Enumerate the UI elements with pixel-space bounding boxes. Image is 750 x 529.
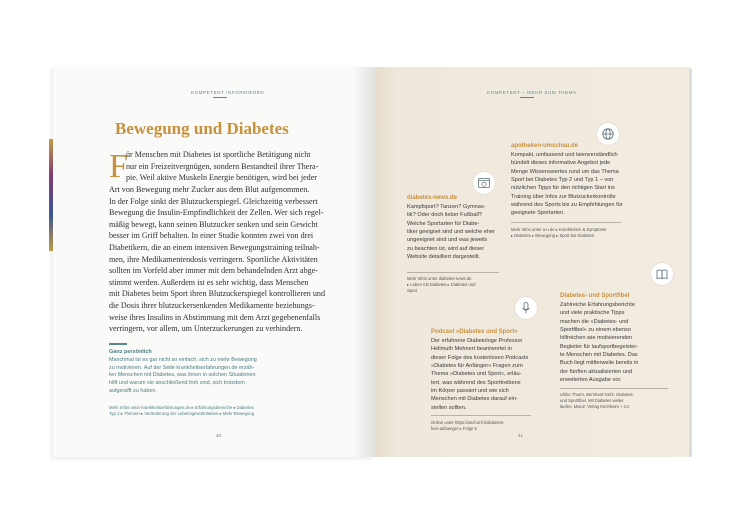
card-source-podcast: Online unter https://anchor.fm/diabetes- fuer-anfaenger ▸ Folge 5 (431, 420, 505, 432)
card-source-diabetes-news: Mehr Infos unter diabetes-news.de ▸ Leben mit Diabetes ▸ Diabetes und Sport (407, 276, 476, 294)
card-title-diabetes-news: diabetes-news.de (407, 195, 458, 201)
card-text-sportfibel: Zahlreiche Erfahrungsberichte und viele praktische Tipps machen die »Diabetes- und Sportfibel« zu einem ebenso hilfreichen wie motivierenden Begleiter für laufsportbegeister- te Menschen mit Diabetes. Das Buch liegt mittlerweile bereits in der fünften aktualisierten und erweiterten Ausgabe vor. (560, 302, 639, 384)
card-rule (431, 415, 531, 416)
book-spread (53, 67, 691, 457)
microphone-icon (515, 297, 537, 319)
card-rule (407, 272, 499, 273)
browser-icon (473, 172, 495, 194)
card-source-apotheken-umschau: Mehr Infos unter a-u.de ▸ Krankheiten & Symptome ▸ Diabetes ▸ Bewegung ▸ Sport bei Diabetes (511, 227, 607, 239)
running-head-left: KOMPETENT INFORMIEREN (191, 90, 265, 95)
card-text-apotheken-umschau: Kompakt, umfassend und laienverständlich bündelt dieses informative Angebot jede Menge Wissenswertes rund um das Thema Sport bei Diabetes Typ 2 und Typ 1 – von nützlichen Tipps für den richtigen Start ins Training über Infos zur Blutzuckerkontrolle während des Sports bis zu Empfehlungen für geeignete Sportarten. (511, 152, 623, 217)
page-edge (689, 69, 692, 457)
running-head-right: KOMPETENT – MEHR ZUM THEMA (487, 90, 577, 95)
info-box-rule (109, 343, 127, 345)
globe-icon (597, 123, 619, 145)
card-source-sportfibel: Ulrike Thurm, Bernhard Gehr: Diabetes- und Sportfibel. Mit Diabetes weiter laufen. Mainz: Verlag Kirchheim + Co (560, 392, 635, 410)
info-box-links: Mehr Infos unter krankheitserfahrungen.de ▸ Erfahrungsbereiche ▸ Diabetes Typ 2 ▸ Themen ▸ Veränderung der Lebensgewohnheiten ▸ Mehr Bewegung (109, 405, 255, 417)
info-box-text: Manchmal ist es gar nicht so einfach, sich zu mehr Bewegung zu motivieren. Auf der Seite krankheitserfahrungen.de erzäh- len Menschen mit Diabetes, was ihnen in solchen Situationen hilft und warum sie anschließend froh sind, sich trotzdem aufgerafft zu haben. (109, 357, 257, 394)
body-text-intro: ür Menschen mit Diabetes ist sportliche Betätigung nicht nur ein Freizeitvergnügen, sondern Bestandteil ihrer Thera- pie. Weil aktive Muskeln Energie benötigen, wird bei jeder (126, 150, 319, 183)
running-head-rule (520, 97, 534, 98)
card-title-podcast: Podcast »Diabetes und Sport« (431, 329, 518, 335)
running-head-rule (213, 97, 227, 98)
gutter-shadow (353, 67, 375, 457)
card-rule (560, 388, 668, 389)
card-title-sportfibel: Diabetes- und Sportfibel (560, 293, 630, 299)
card-rule (511, 222, 621, 223)
page-number-right: 41 (518, 433, 524, 438)
body-text: Art von Bewegung mehr Zucker aus dem Blut aufgenommen. In der Folge sinkt der Blutzuckerspiegel. Gleichzeitig verbessert Bewegung die Insulin-Empfindlichkeit der Zellen. Wer sich regel- mäßig bewegt, kann seinen Blutzucker senken und sein Gewicht besser im Griff behalten. In einer Studie konnten zwei von drei Diabetikern, die an einem intensiven Bewegungstraining teilnah- men, ihre Medikamentendosis verringern. Sportliche Aktivitäten sollten im Vorfeld aber immer mit dem behandelnden Arzt abge- stimmt werden. Außerdem ist es sehr wichtig, dass Menschen mit Diabetes beim Sport ihren Blutzuckerspiegel kontrollieren und die Dosis ihrer blutzuckersenkenden Medikamente beziehungs- weise ihres Insulins in Abstimmung mit dem Arzt gegebenenfalls verringern, vor allem, um Unterzuckerungen zu verhindern. (109, 185, 326, 334)
page-title: Bewegung und Diabetes (115, 119, 289, 138)
info-box-heading: Ganz persönlich (109, 349, 152, 355)
left-page (53, 67, 375, 457)
page-number-left: 40 (216, 433, 222, 438)
card-text-podcast: Der erfahrene Diabetologe Professor Hellmuth Mehnert beantwortet in dieser Folge des kostenlosen Podcasts »Diabetes für Anfänger« Fragen zum Thema »Diabetes und Sport«, erläu- tert, was während des Sporttreibens im Körper passiert und wie sich Menschen mit Diabetes darauf ein- stellen sollten. (431, 338, 529, 411)
right-page (375, 67, 691, 457)
card-title-apotheken-umschau: apotheken-umschau.de (511, 143, 579, 149)
book-icon (651, 263, 673, 285)
drop-cap: F (109, 148, 128, 185)
card-text-diabetes-news: Kampfsport? Tanzen? Gymnas- tik? Oder doch lieber Fußball? Welche Sportarten für Diabe- tiker geeignet sind und welche eher ungeeignet sind und was jeweils zu beachten ist, wird auf dieser Website detailliert dargestellt. (407, 204, 496, 261)
